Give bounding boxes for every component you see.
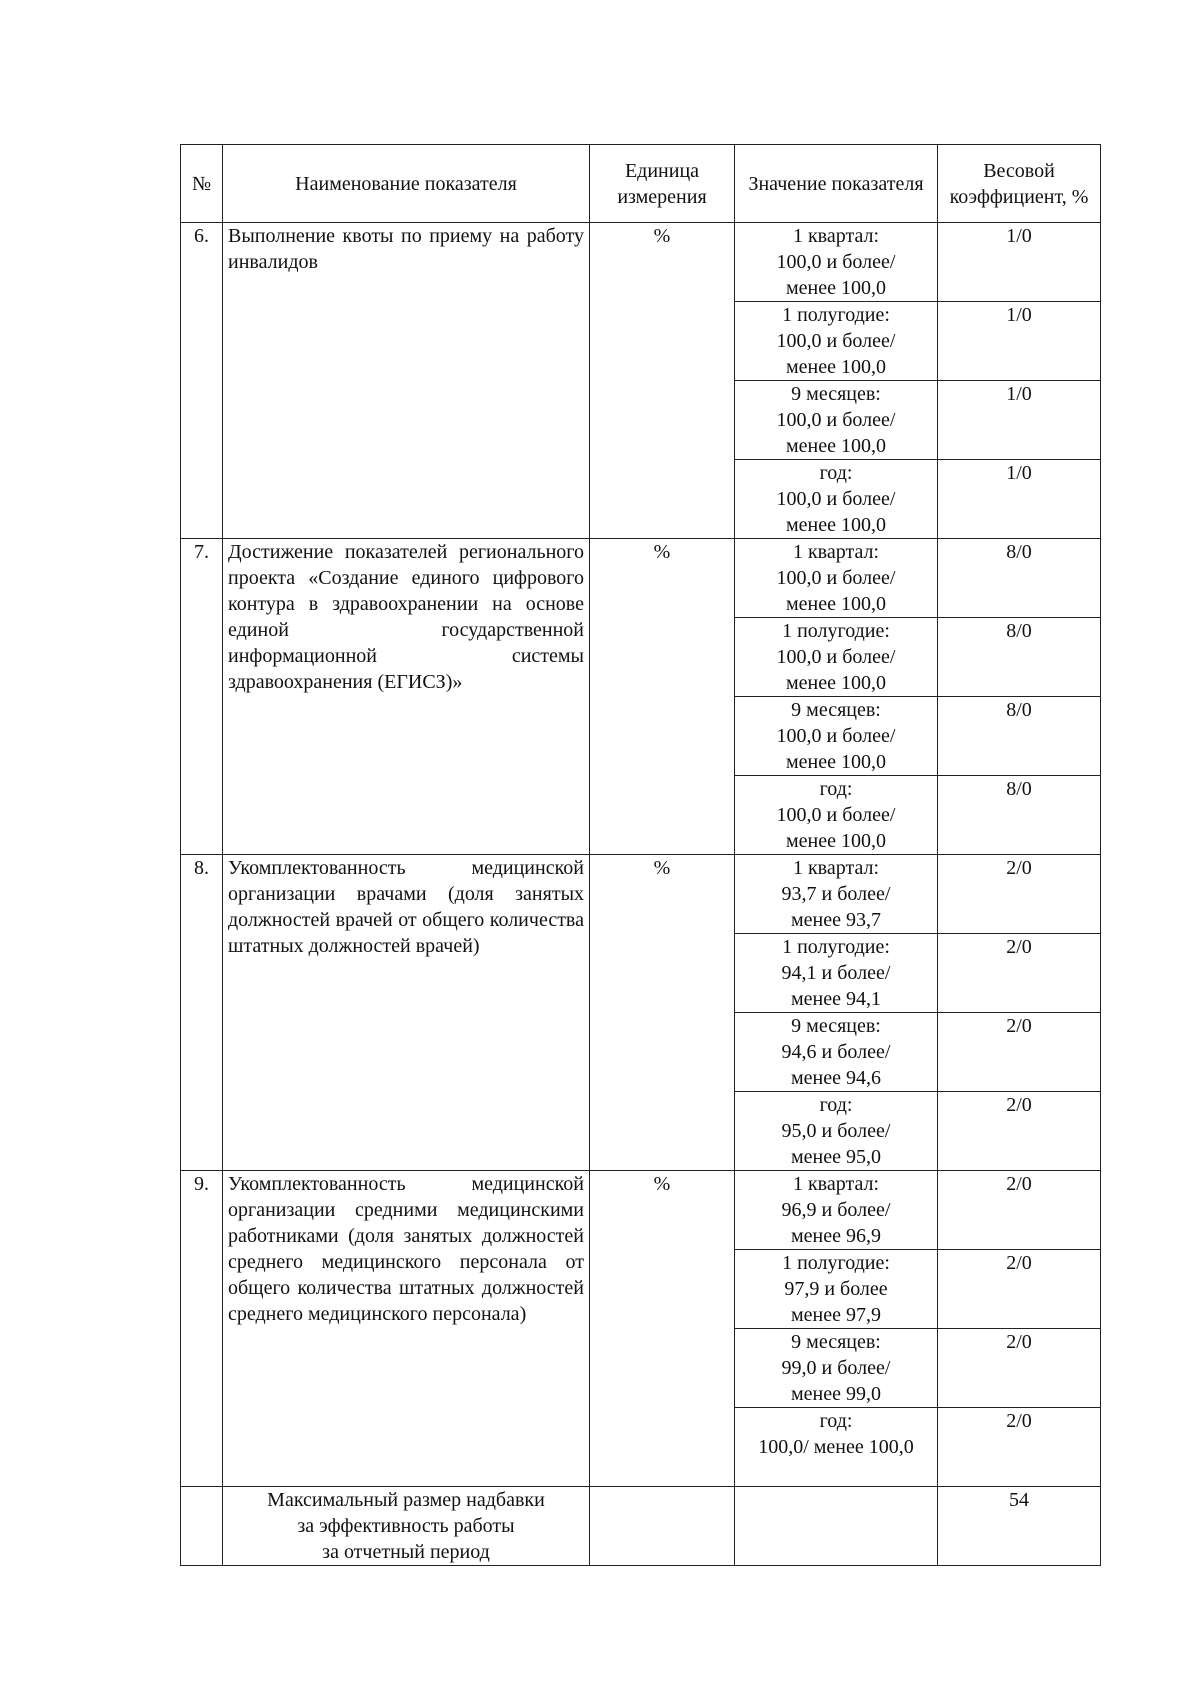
value-line: 100,0 и более/ bbox=[776, 804, 896, 826]
weight-coefficient: 2/0 bbox=[938, 1092, 1101, 1171]
weight-coefficient: 2/0 bbox=[938, 1013, 1101, 1092]
row-number: 6. bbox=[181, 223, 223, 539]
value-line: менее 93,7 bbox=[791, 909, 881, 931]
table-row bbox=[181, 223, 1101, 302]
value-line: 100,0 и более/ bbox=[776, 725, 896, 747]
value-line: 1 квартал: bbox=[792, 225, 880, 247]
value-line: менее 100,0 bbox=[786, 356, 886, 378]
value-line: 1 квартал: bbox=[792, 541, 880, 563]
header-name: Наименование показателя bbox=[223, 145, 590, 223]
weight-coefficient: 2/0 bbox=[938, 1329, 1101, 1408]
indicator-value bbox=[735, 1408, 938, 1487]
value-line: 100,0 и более/ bbox=[776, 330, 896, 352]
weight-coefficient: 1/0 bbox=[938, 381, 1101, 460]
total-label-line: Максимальный размер надбавки bbox=[267, 1489, 545, 1511]
weight-coefficient: 2/0 bbox=[938, 1408, 1101, 1487]
indicator-value bbox=[735, 539, 938, 618]
value-line: 9 месяцев: bbox=[791, 699, 881, 721]
value-line: 95,0 и более/ bbox=[781, 1120, 891, 1142]
value-line: 9 месяцев: bbox=[791, 1015, 881, 1037]
indicator-value bbox=[735, 1092, 938, 1171]
value-line: менее 100,0 bbox=[786, 277, 886, 299]
value-line: 100,0 и более/ bbox=[776, 251, 896, 273]
weight-coefficient: 8/0 bbox=[938, 539, 1101, 618]
value-line: менее 95,0 bbox=[791, 1146, 881, 1168]
weight-coefficient: 8/0 bbox=[938, 776, 1101, 855]
value-line: 100,0/ менее 100,0 bbox=[758, 1436, 914, 1458]
value-line: 99,0 и более/ bbox=[781, 1357, 891, 1379]
value-line: год: bbox=[819, 1410, 853, 1432]
table-body bbox=[181, 223, 1101, 1566]
value-line: 100,0 и более/ bbox=[776, 488, 896, 510]
weight-coefficient: 1/0 bbox=[938, 223, 1101, 302]
value-line: менее 94,6 bbox=[791, 1067, 881, 1089]
indicator-value bbox=[735, 381, 938, 460]
value-line: 94,1 и более/ bbox=[781, 962, 891, 984]
row-number: 7. bbox=[181, 539, 223, 855]
value-line: менее 100,0 bbox=[786, 751, 886, 773]
value-line: 96,9 и более/ bbox=[781, 1199, 891, 1221]
value-line: 97,9 и более bbox=[784, 1278, 888, 1300]
header-weight: Весовой коэффициент, % bbox=[938, 145, 1101, 223]
indicator-value bbox=[735, 934, 938, 1013]
row-number: 8. bbox=[181, 855, 223, 1171]
indicator-name: Укомплектованность медицинской организации средними медицинскими работниками (доля занятых должностей среднего медицинского персонала от общего количества штатных должностей среднего медицинского персонала) bbox=[223, 1171, 590, 1487]
table-row bbox=[181, 1171, 1101, 1250]
indicator-value bbox=[735, 223, 938, 302]
header-num: № bbox=[181, 145, 223, 223]
unit-of-measure: % bbox=[590, 1171, 735, 1487]
value-line: менее 96,9 bbox=[791, 1225, 881, 1247]
value-line: год: bbox=[819, 778, 853, 800]
total-weight: 54 bbox=[938, 1487, 1101, 1566]
value-line: менее 100,0 bbox=[786, 514, 886, 536]
weight-coefficient: 1/0 bbox=[938, 302, 1101, 381]
value-line: 100,0 и более/ bbox=[776, 567, 896, 589]
weight-coefficient: 2/0 bbox=[938, 934, 1101, 1013]
header-unit: Единица измерения bbox=[590, 145, 735, 223]
table-row bbox=[181, 855, 1101, 934]
indicator-value bbox=[735, 302, 938, 381]
indicators-table bbox=[180, 144, 1101, 1566]
value-line: 1 квартал: bbox=[792, 1173, 880, 1195]
table-header-row bbox=[181, 145, 1101, 223]
indicator-value bbox=[735, 460, 938, 539]
indicator-value bbox=[735, 697, 938, 776]
header-value: Значение показателя bbox=[735, 145, 938, 223]
value-line: менее 100,0 bbox=[786, 435, 886, 457]
value-line: 94,6 и более/ bbox=[781, 1041, 891, 1063]
value-line: 1 полугодие: bbox=[782, 304, 890, 326]
value-line: 1 полугодие: bbox=[782, 620, 890, 642]
indicator-name: Достижение показателей регионального проекта «Создание единого цифрового контура в здравоохранении на основе единой государственной информационной системы здравоохранения (ЕГИСЗ)» bbox=[223, 539, 590, 855]
indicator-value bbox=[735, 1329, 938, 1408]
value-line: менее 97,9 bbox=[791, 1304, 881, 1326]
value-line: 100,0 и более/ bbox=[776, 409, 896, 431]
indicator-value bbox=[735, 776, 938, 855]
total-label-line: за эффективность работы bbox=[297, 1515, 515, 1537]
value-line: 9 месяцев: bbox=[791, 383, 881, 405]
value-line: менее 94,1 bbox=[791, 988, 881, 1010]
total-label bbox=[223, 1487, 590, 1566]
weight-coefficient: 2/0 bbox=[938, 855, 1101, 934]
value-line: менее 100,0 bbox=[786, 672, 886, 694]
value-line: 1 полугодие: bbox=[782, 1252, 890, 1274]
indicator-value bbox=[735, 855, 938, 934]
empty-cell bbox=[735, 1487, 938, 1566]
indicator-value bbox=[735, 618, 938, 697]
unit-of-measure: % bbox=[590, 223, 735, 539]
empty-cell bbox=[590, 1487, 735, 1566]
indicator-value bbox=[735, 1171, 938, 1250]
value-line: 1 квартал: bbox=[792, 857, 880, 879]
unit-of-measure: % bbox=[590, 855, 735, 1171]
indicator-value bbox=[735, 1013, 938, 1092]
indicator-name: Выполнение квоты по приему на работу инвалидов bbox=[223, 223, 590, 539]
weight-coefficient: 8/0 bbox=[938, 618, 1101, 697]
value-line: менее 99,0 bbox=[791, 1383, 881, 1405]
total-label-line: за отчетный период bbox=[322, 1541, 490, 1563]
value-line: год: bbox=[819, 462, 853, 484]
value-line: год: bbox=[819, 1094, 853, 1116]
weight-coefficient: 8/0 bbox=[938, 697, 1101, 776]
value-line: 100,0 и более/ bbox=[776, 646, 896, 668]
unit-of-measure: % bbox=[590, 539, 735, 855]
total-row bbox=[181, 1487, 1101, 1566]
value-line: менее 100,0 bbox=[786, 830, 886, 852]
table-row bbox=[181, 539, 1101, 618]
indicator-value bbox=[735, 1250, 938, 1329]
value-line: 1 полугодие: bbox=[782, 936, 890, 958]
weight-coefficient: 2/0 bbox=[938, 1250, 1101, 1329]
indicator-name: Укомплектованность медицинской организации врачами (доля занятых должностей врачей от общего количества штатных должностей врачей) bbox=[223, 855, 590, 1171]
value-line: менее 100,0 bbox=[786, 593, 886, 615]
value-line: 93,7 и более/ bbox=[781, 883, 891, 905]
value-line: 9 месяцев: bbox=[791, 1331, 881, 1353]
empty-cell bbox=[181, 1487, 223, 1566]
row-number: 9. bbox=[181, 1171, 223, 1487]
weight-coefficient: 2/0 bbox=[938, 1171, 1101, 1250]
weight-coefficient: 1/0 bbox=[938, 460, 1101, 539]
